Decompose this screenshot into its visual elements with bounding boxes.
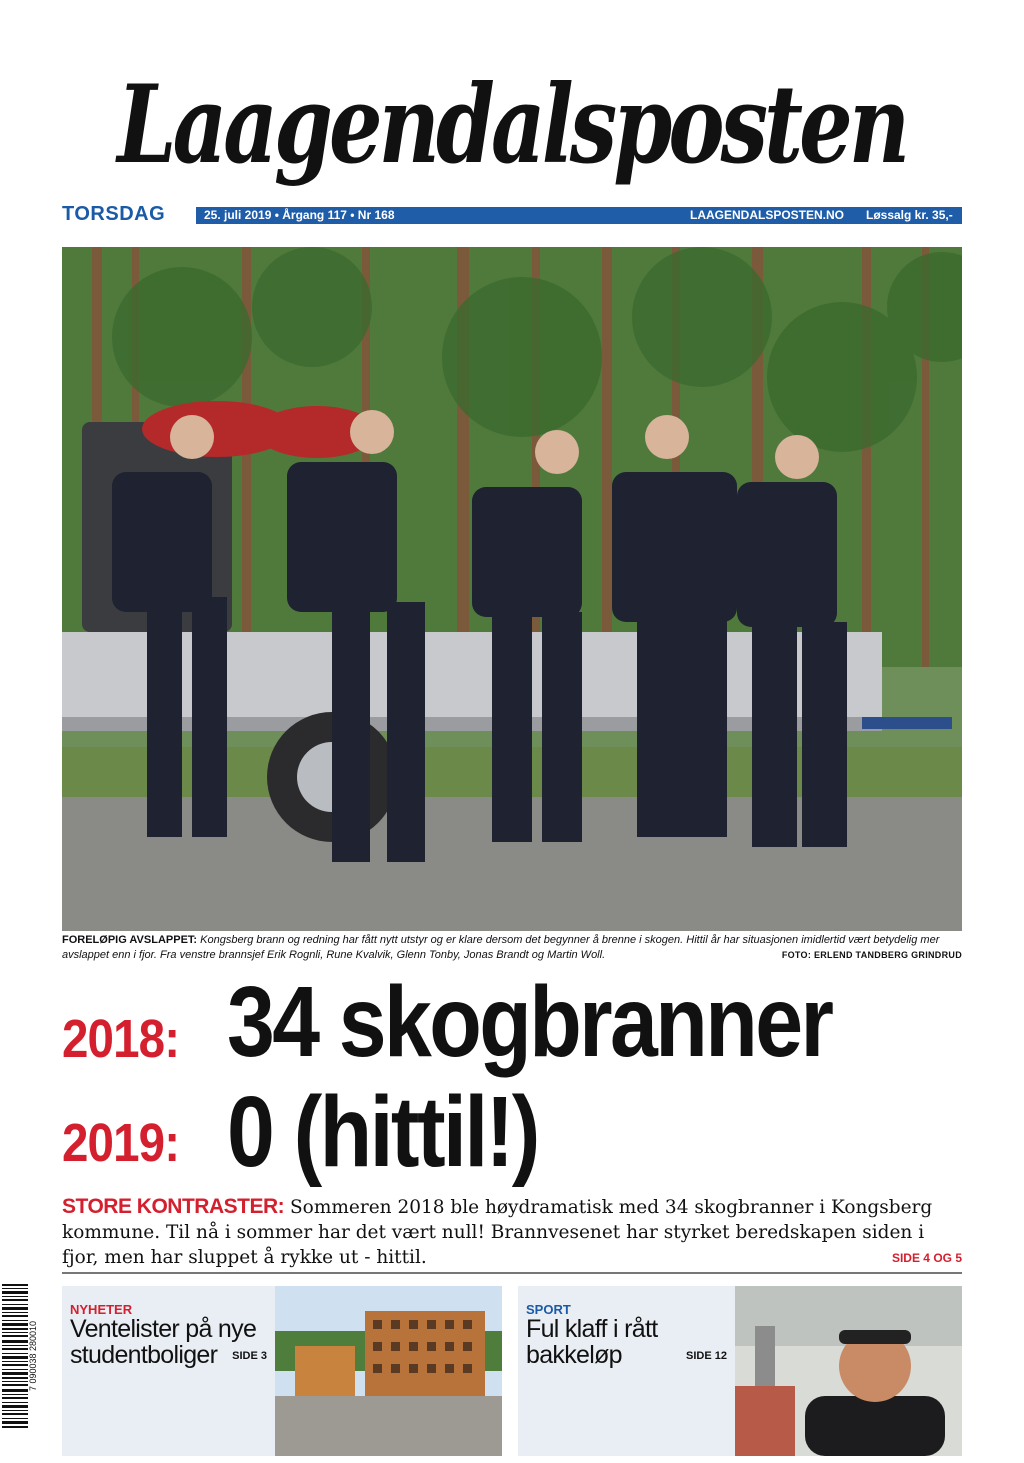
dateline: [62, 203, 962, 226]
student-housing-illustration: [275, 1286, 502, 1456]
teaser-news-title: Ventelister på nye studentboliger: [70, 1315, 257, 1369]
website-link[interactable]: LAAGENDALSPOSTEN.NO: [690, 208, 845, 222]
issue-info: 25. juli 2019 • Årgang 117 • Nr 168: [204, 208, 395, 222]
teaser-news[interactable]: [62, 1286, 275, 1456]
barcode-graphic: [2, 1284, 40, 1429]
main-photo: [62, 247, 962, 931]
teaser-sport-page: SIDE 12: [686, 1350, 727, 1362]
divider-rule: [62, 1272, 962, 1274]
lede-kicker: STORE KONTRASTER:: [62, 1195, 285, 1218]
photo-credit: FOTO: ERLEND TANDBERG GRINDRUD: [781, 950, 962, 960]
newspaper-title: Laagendalsposten: [117, 62, 907, 188]
weekday-label: TORSDAG: [62, 203, 166, 225]
caption-label: FORELØPIG AVSLAPPET:: [62, 934, 198, 946]
teaser-sport-photo: [735, 1286, 962, 1456]
teaser-sport-title: Ful klaff i rått bakkeløp: [526, 1315, 658, 1369]
lede-text: Sommeren 2018 ble høydramatisk med 34 skogbranner i Kongsberg kommune. Til nå i sommer har det vært null! Brannvesenet har styrket beredskapen siden i fjor, men har sluppet å rykke ut - hittil.: [62, 1197, 933, 1268]
racer-celebration-illustration: [735, 1286, 962, 1456]
barcode: [2, 1284, 40, 1429]
masthead: [60, 50, 964, 200]
teaser-sport-kicker: SPORT: [526, 1302, 571, 1317]
headline-year-2018: 2018:: [62, 1009, 180, 1069]
photo-caption: [62, 933, 962, 963]
headline-year-2019: 2019:: [62, 1113, 180, 1173]
caption-text: Kongsberg brann og redning har fått nytt utstyr og er klare dersom det begynner å brenne i skogen. Hittil år har situasjonen imidlertid vært betydelig mer avslappet enn i fjor. Fra venstre brannsjef Erik Rognli, Rune Kvalvik, Glenn Tonby, Jonas Brandt og Martin Woll.: [62, 934, 940, 961]
teaser-sport[interactable]: [518, 1286, 735, 1456]
firefighters-photo-illustration: [62, 247, 962, 931]
teaser-news-page: SIDE 3: [232, 1350, 267, 1362]
lede-paragraph: [62, 1194, 962, 1270]
headline-line-2: 0 (hittil!): [227, 1076, 538, 1188]
headline-line-1: 34 skogbranner: [227, 966, 832, 1078]
barcode-number: 7 090038 280010: [28, 1320, 38, 1392]
lede-page-ref[interactable]: SIDE 4 OG 5: [891, 1251, 962, 1265]
dateline-bar: [196, 207, 962, 224]
price-label: Løssalg kr. 35,-: [866, 208, 953, 222]
teaser-news-photo: [275, 1286, 502, 1456]
teaser-news-kicker: NYHETER: [70, 1302, 133, 1317]
